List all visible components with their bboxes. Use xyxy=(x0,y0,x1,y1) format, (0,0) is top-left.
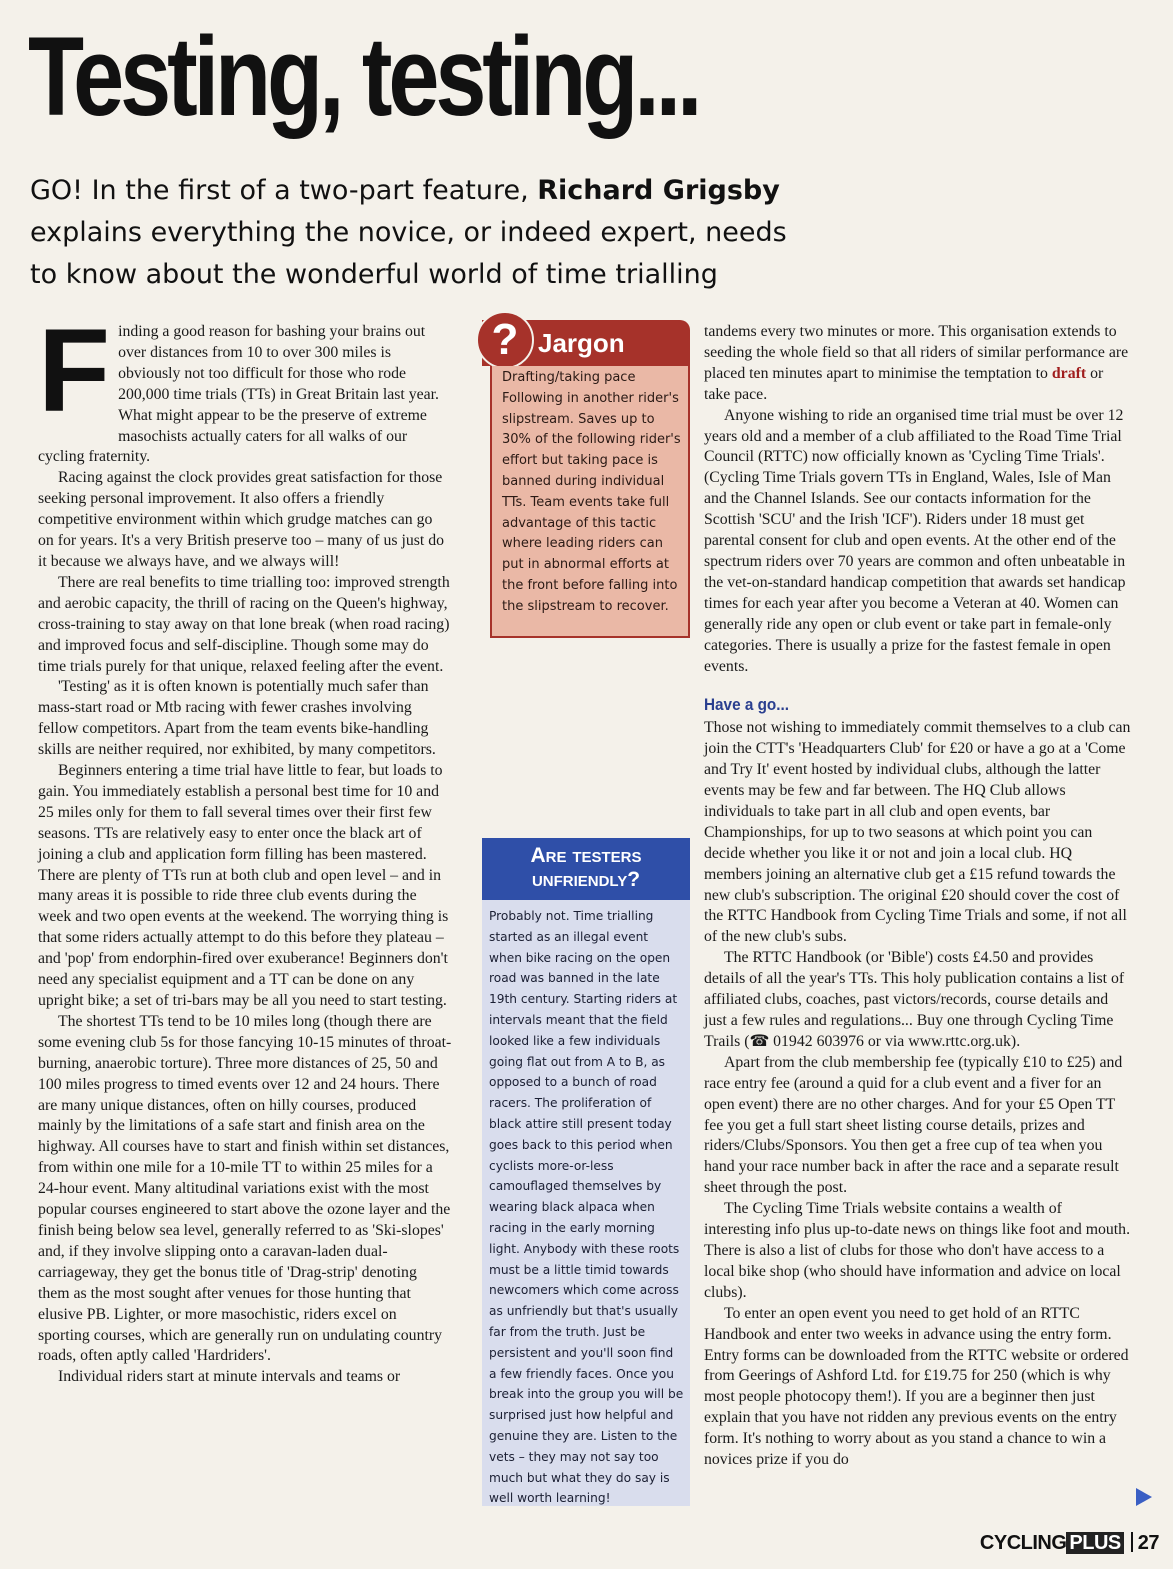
standfirst-rest: explains everything the novice, or indeed expert, needs to know about the wonderful world of time trialling xyxy=(30,217,787,290)
headline: Testing, testing... xyxy=(28,14,699,139)
column-3 xyxy=(704,322,1132,1471)
paragraph: 'Testing' as it is often known is potentially much safer than mass-start road or Mtb racing with fewer crashes involving fellow competitors. Apart from the team events bike-handling skills are neither required, nor exhibited, by many competitors. xyxy=(38,678,436,759)
paragraph: Those not wishing to immediately commit themselves to a club can join the CTT's 'Headquarters Club' for £20 or have a go at a 'Come and Try It' event hosted by individual clubs, although the latter events may be few and far between. The HQ Club allows individuals to take part in all club and open events, bar Championships, for up to two seasons at which point you can decide whether you like it or not and join a local club. HQ members joining an alternative club get a £15 refund towards the new club's subscription. The original £20 should cover the cost of the RTTC Handbook from Cycling Time Trials and some, if not all of the new club's subs. xyxy=(704,719,1131,946)
paragraph: The Cycling Time Trials website contains a wealth of interesting info plus up-to-date news on things like foot and mouth. There is also a list of clubs for those who don't have access to a local bike shop (who should have information and advice on local clubs). xyxy=(704,1200,1131,1301)
jargon-title: Jargon xyxy=(538,328,625,358)
draft-highlight: draft xyxy=(1051,364,1087,382)
paragraph xyxy=(704,322,1132,406)
standfirst-author: Richard Grigsby xyxy=(537,175,780,206)
column-1 xyxy=(38,305,452,1388)
subhead-have-a-go: Have a go... xyxy=(704,695,790,715)
jargon-body xyxy=(490,366,690,638)
testers-box xyxy=(482,838,690,1506)
paragraph: The RTTC Handbook (or 'Bible') costs £4.50 and provides details of all the year's TTs. This holy publication contains a list of affiliated clubs, coaches, past victors/records, course details and just a few rules and regulations... Buy one through Cycling Time Trails (☎ 01942 603976 or via www.rttc.org.uk). xyxy=(704,949,1125,1050)
paragraph: To enter an open event you need to get hold of an RTTC Handbook and enter two weeks in advance using the entry form. Entry forms can be downloaded from the RTTC website or ordered from Geerings of Ashford Ltd. for £19.75 for 250 (which is why most people photocopy them!). If you are a beginner then just explain that you have not ridden any previous events on the entry form. It's nothing to worry about as you stand a chance to win a novices prize if you do xyxy=(704,1304,1129,1469)
testers-text: Probably not. Time trialling started as an illegal event when bike racing on the open road was banned in the late 19th century. Starting riders at intervals meant that the field looked like a few individuals going flat out from A to B, as opposed to a bunch of road racers. The proliferation of black attire still present today goes back to this period when cyclists more-or-less camouflaged themselves by wearing black alpaca when racing in the early morning light. Anybody with these roots must be a little timid towards newcomers which come across as unfriendly but that's usually far from the truth. Just be persistent and you'll soon find a few friendly faces. Once you break into the group you will be surprised just how helpful and genuine they are. Listen to the vets – they may not say too much but what they do say is well worth learning! xyxy=(489,909,684,1506)
testers-title-line1: Are testers xyxy=(530,844,642,867)
continue-arrow-icon xyxy=(1136,1488,1152,1506)
drop-cap: F xyxy=(38,305,111,437)
p1-after: or take pace. xyxy=(704,364,1104,403)
magazine-name-cycling: CYCLING xyxy=(979,1532,1067,1554)
jargon-box xyxy=(482,311,690,638)
paragraph: Anyone wishing to ride an organised time trial must be over 12 years old and a member of a club affiliated to the Road Time Trial Council (RTTC) now officially known as 'Cycling Time Trials'. (Cycling Time Trials govern TTs in England, Wales, Isle of Man and the Channel Islands. See our contacts information for the Scottish 'SCU' and the Irish 'ICF'). Riders under 18 must get parental consent for club and open events. At the other end of the spectrum riders over 70 years are common and often unbeatable in the vet-on-standard handicap competition that awards set handicap times for each year after you become a Veteran at 40. Women can generally ride any open or club event or take part in female-only categories. There is usually a prize for the fastest female in open events. xyxy=(704,406,1126,675)
question-mark-icon: ? xyxy=(476,311,534,369)
paragraph: inding a good reason for bashing your brains out over distances from 10 to over 300 miles is obviously not too difficult for those who rode 200,000 time trials (TTs) in Great Britain last year. What might appear to be the preserve of extreme masochists actually caters for all walks of our cycling fraternity. xyxy=(38,323,439,466)
paragraph: Racing against the clock provides great satisfaction for those seeking personal improvement. It also offers a friendly competitive environment within which grudge matches can go on for years. It's a very British preserve too – many of us just do it because we always have, and we always will! xyxy=(38,469,445,570)
paragraph: Apart from the club membership fee (typically £10 to £25) and race entry fee (around a quid for a club event and a fiver for an open event) there are no other charges. And for your £5 Open TT fee you get a full start sheet listing course details, prizes and riders/Clubs/Sponsors. You then get a free cup of tea when you hand your race number back in after the race and a separate result sheet through the post. xyxy=(704,1053,1123,1197)
jargon-text: Drafting/taking pace Following in another rider's slipstream. Saves up to 30% of the following rider's effort but taking pace is banned during individual TTs. Team events take full advantage of this tactic where leading riders can put in abnormal efforts at the front before falling into the slipstream to recover. xyxy=(502,370,681,614)
page-number: 27 xyxy=(1137,1532,1159,1554)
paragraph: The shortest TTs tend to be 10 miles long (though there are some evening club 5s for those fancying 10-15 minutes of throat-burning, anaerobic torture). Three more distances of 25, 50 and 100 miles progress to timed events over 12 and 24 hours. There are many unique distances, often on hilly courses, produced mainly by the limitations of a safe start and finish area on the highway. All courses have to start and finish within set distances, from within one mile for a 10-mile TT to within 25 miles for a 24-hour event. Many altitudinal variations exist with the most popular courses engineered to start above the ozone layer and the finish being below sea level, generally referred to as 'Ski-slopes' and, if they involve slipping onto a caravan-laden dual-carriageway, they get the bonus title of 'Drag-strip' denoting them as the most sought after venues for those hunting that elusive PB. Lighter, or more masochistic, riders excel on sporting courses, which are generally run on undulating country roads, often aptly called 'Hardriders'. xyxy=(38,1012,452,1365)
p1-before: tandems every two minutes or more. This organisation extends to seeding the whole field so that all riders of similar performance are placed ten minutes apart to minimise the temptation to xyxy=(704,323,1129,382)
standfirst-lead: GO! In the first of a two-part feature, xyxy=(30,175,529,206)
paragraph: There are real benefits to time trialling too: improved strength and aerobic capacity, the thrill of racing on the Queen's highway, cross-training to stay away on that lone break (when road racing) and improved focus and self-discipline. Though some may do time trials purely for that unique, relaxed feeling after the event. xyxy=(38,573,450,675)
testers-title-line2: unfriendly? xyxy=(531,868,641,891)
paragraph: Beginners entering a time trial have little to fear, but loads to gain. You immediately establish a personal best time for 10 and 25 miles only for them to fall several times over their first few seasons. TTs are relatively easy to enter once the black art of joining a club and application form filling has been mastered. There are plenty of TTs run at both club and open level – and in many areas it is possible to ride three club events during the week and two open events at the weekend. The worrying thing is that some riders actually attempt to do this before they plateau – and 'pop' from endorphin-fired over exuberance! Beginners don't need any specialist equipment and a TT can be done on any upright bike; a set of tri-bars may be all you need to start testing. xyxy=(38,762,449,1009)
page-footer xyxy=(980,1532,1159,1555)
paragraph: Individual riders start at minute intervals and teams or xyxy=(58,1368,401,1386)
magazine-name-plus: PLUS xyxy=(1066,1532,1123,1554)
standfirst xyxy=(30,170,820,296)
testers-header xyxy=(482,838,690,900)
footer-divider xyxy=(1131,1532,1133,1552)
